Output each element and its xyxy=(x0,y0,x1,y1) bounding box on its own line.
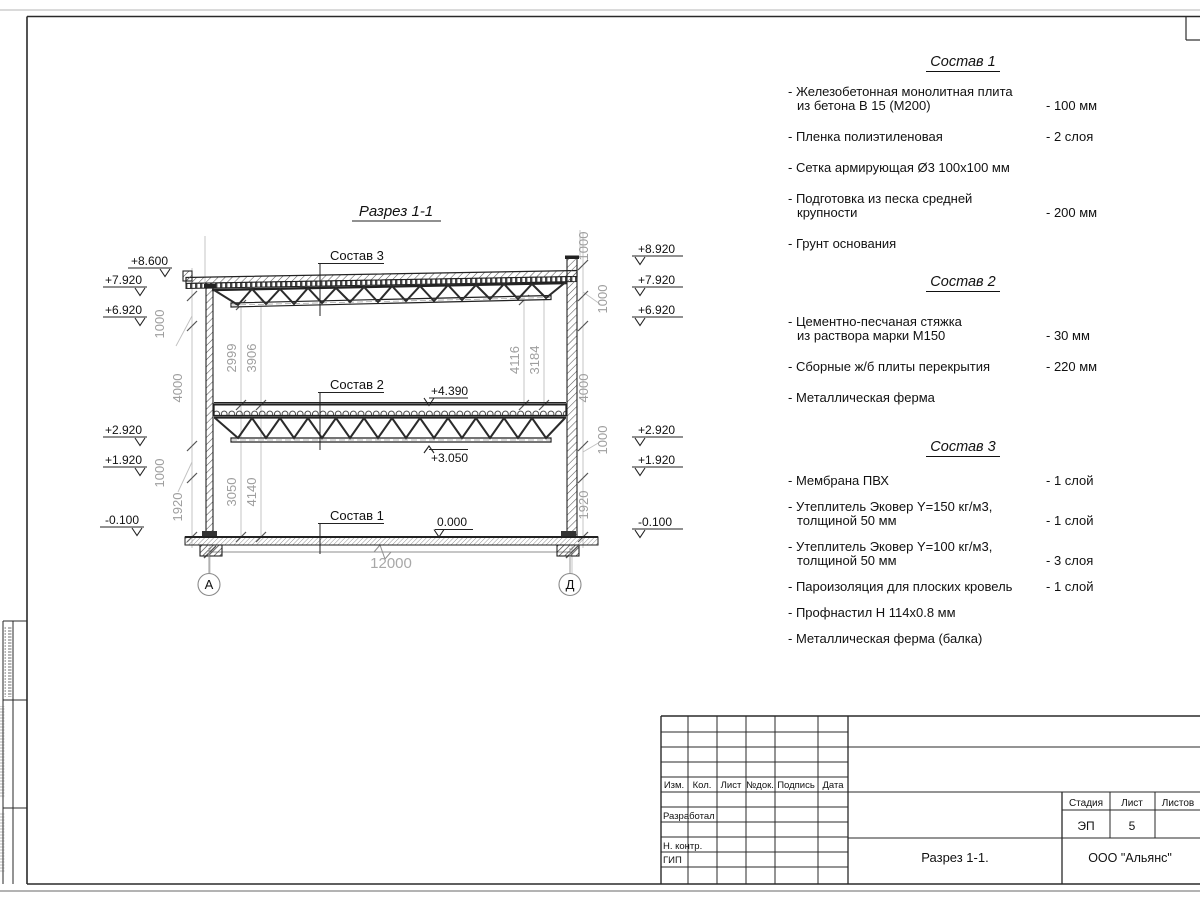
spec-title: Состав 1 xyxy=(788,55,1138,69)
tb-row-razrabotal: Разработал xyxy=(663,811,715,822)
spec-item: - Утеплитель Эковер Y=100 кг/м3, толщиной 50 мм - 3 слоя xyxy=(788,539,1094,568)
svg-text:4116: 4116 xyxy=(507,346,522,374)
roof-edge-block xyxy=(183,271,192,281)
spec-item: - Утеплитель Эковер Y=150 кг/м3, толщиной 50 мм - 1 слой xyxy=(788,499,1094,528)
svg-text:-0.100: -0.100 xyxy=(104,513,139,527)
spec-item: - Сетка армирующая Ø3 100х100 мм xyxy=(788,160,1010,175)
svg-text:+2.920: +2.920 xyxy=(638,423,676,437)
hollow-core-slab xyxy=(214,404,566,416)
svg-text:+1.920: +1.920 xyxy=(104,453,142,467)
svg-text:1000: 1000 xyxy=(152,309,167,339)
callout-sostav2: Состав 2 xyxy=(330,377,384,392)
svg-text:+6.920: +6.920 xyxy=(638,303,676,317)
svg-text:-0.100: -0.100 xyxy=(638,515,673,529)
spec-title: Состав 3 xyxy=(788,440,1138,454)
wall-left xyxy=(206,288,213,537)
level-4390: +4.390 xyxy=(431,384,469,398)
tb-sheet-value: 5 xyxy=(1128,819,1136,833)
elevation-marks-left xyxy=(100,254,172,536)
spec-item: - Металлическая ферма xyxy=(788,390,935,405)
side-stamp xyxy=(0,621,27,884)
tb-row-gip: ГИП xyxy=(663,855,682,866)
spec-item: - Железобетонная монолитная плита из бетона В 15 (М200) - 100 мм xyxy=(788,84,1098,113)
tb-stage-label: Стадия xyxy=(1068,798,1104,809)
svg-text:4000: 4000 xyxy=(170,373,185,403)
svg-text:1000: 1000 xyxy=(595,425,610,455)
tb-row-nkontr: Н. контр. xyxy=(663,841,703,852)
spec-item: - Пленка полиэтиленовая - 2 слоя xyxy=(788,129,1094,144)
floor-slab xyxy=(185,537,598,545)
ground-floor xyxy=(185,537,598,556)
spec-item: - Грунт основания xyxy=(788,236,897,251)
drawing-labels xyxy=(330,203,468,529)
spec-item: - Подготовка из песка средней крупности - 200 мм xyxy=(788,191,1098,220)
tb-col-ndok: №док. xyxy=(746,780,774,791)
level-3050: +3.050 xyxy=(431,451,469,465)
svg-text:1000: 1000 xyxy=(152,458,167,488)
svg-text:+7.920: +7.920 xyxy=(104,273,142,287)
tb-col-podpis: Подпись xyxy=(777,780,815,791)
svg-text:+6.920: +6.920 xyxy=(104,303,142,317)
svg-text:1920: 1920 xyxy=(576,490,591,520)
svg-text:3050: 3050 xyxy=(224,477,239,507)
spec-item: - Профнастил Н 114х0.8 мм xyxy=(788,605,956,620)
svg-text:2999: 2999 xyxy=(224,343,239,373)
callout-sostav1: Состав 1 xyxy=(330,508,384,523)
section-title: Разрез 1-1 xyxy=(358,203,434,220)
svg-text:+8.920: +8.920 xyxy=(638,242,676,256)
svg-text:+8.600: +8.600 xyxy=(130,254,168,268)
level-0000: 0.000 xyxy=(437,515,468,529)
elevation-marks-right xyxy=(632,242,683,538)
spec-block-sostav3 xyxy=(788,440,1138,658)
tb-doc-title: Разрез 1-1. xyxy=(921,850,989,865)
title-block xyxy=(661,716,1200,884)
grid-letter-right: Д xyxy=(565,577,575,592)
stamp-microtext xyxy=(5,627,12,697)
tb-col-list: Лист xyxy=(720,780,742,791)
svg-text:1920: 1920 xyxy=(170,492,185,522)
tb-sheets-label: Листов xyxy=(1161,798,1195,809)
svg-text:+1.920: +1.920 xyxy=(638,453,676,467)
roof-truss-bottom-chord xyxy=(231,296,551,308)
callout-sostav3: Состав 3 xyxy=(330,248,384,263)
svg-text:1000: 1000 xyxy=(595,284,610,314)
spec-item: - Металлическая ферма (балка) xyxy=(788,631,983,646)
floor-truss-diagonals xyxy=(215,418,565,438)
svg-text:+2.920: +2.920 xyxy=(104,423,142,437)
spec-block-sostav2 xyxy=(788,275,1138,422)
spec-block-sostav1 xyxy=(788,55,1138,268)
middle-floor xyxy=(214,403,566,443)
svg-text:3184: 3184 xyxy=(527,345,542,375)
spec-item: - Цементно-песчаная стяжка из раствора марки М150 - 30 мм xyxy=(788,314,1090,343)
tb-stage-value: ЭП xyxy=(1077,819,1095,833)
tb-company: ООО "Альянс" xyxy=(1088,851,1172,865)
tb-sheet-label: Лист xyxy=(1121,798,1143,809)
svg-text:3906: 3906 xyxy=(244,343,259,373)
grid-letter-left: А xyxy=(204,577,214,592)
svg-text:4000: 4000 xyxy=(576,373,591,403)
tb-col-izm: Изм. xyxy=(663,780,685,791)
tb-col-data: Дата xyxy=(822,780,844,791)
section-view xyxy=(100,203,683,596)
spec-title: Состав 2 xyxy=(788,275,1138,289)
span-dim-label: 12000 xyxy=(370,555,412,572)
spec-item: - Пароизоляция для плоских кровель - 1 слой xyxy=(788,579,1094,594)
svg-text:1000: 1000 xyxy=(576,231,591,261)
spec-item: - Сборные ж/б плиты перекрытия - 220 мм xyxy=(788,359,1098,374)
svg-text:4140: 4140 xyxy=(244,477,259,507)
svg-text:+7.920: +7.920 xyxy=(638,273,676,287)
tb-col-kol: Кол. xyxy=(692,780,712,791)
spec-item: - Мембрана ПВХ - 1 слой xyxy=(788,473,1094,488)
foundation-right xyxy=(557,545,579,556)
foundation-left xyxy=(200,545,222,556)
roof-assembly xyxy=(183,271,577,308)
roof-bearing-plate xyxy=(204,284,216,288)
